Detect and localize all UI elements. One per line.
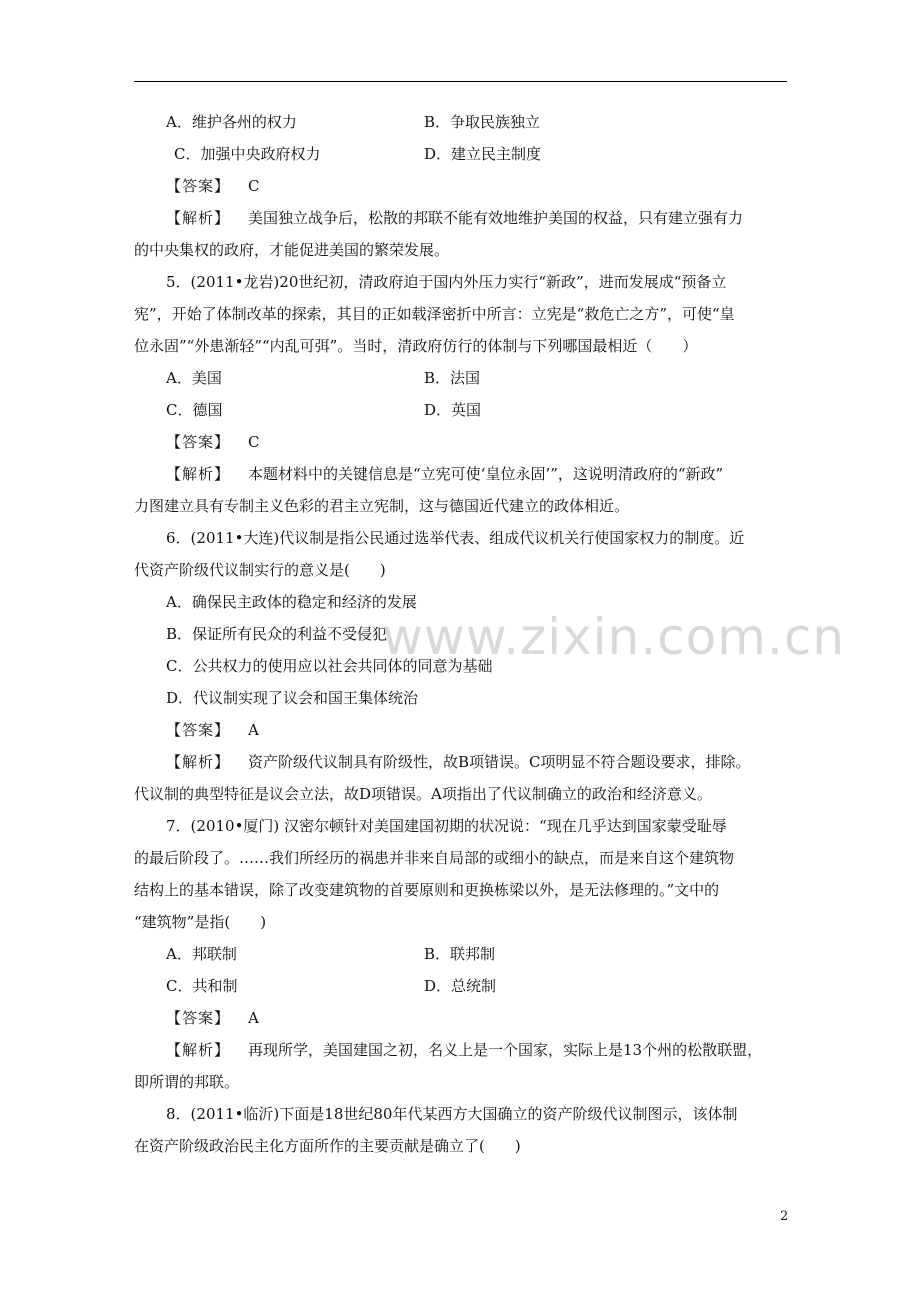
q7-options-row-1 [134, 938, 788, 970]
q4-option-b: B．争取民族独立 [424, 113, 541, 131]
q5-option-d: D．英国 [424, 401, 482, 419]
answer-tag: 【答案】 [166, 721, 231, 739]
q4-answer [134, 170, 788, 202]
q6-analysis-line-2: 代议制的典型特征是议会立法，故D项错误。A项指出了代议制确立的政治和经济意义。 [134, 785, 712, 803]
q6-option-b: B．保证所有民众的利益不受侵犯 [166, 625, 388, 643]
analysis-tag: 【解析】 [166, 753, 231, 771]
q5-option-c: C．德国 [166, 401, 223, 419]
q7-analysis-line-2: 即所谓的邦联。 [134, 1073, 240, 1091]
q6-analysis-line-1 [134, 746, 788, 778]
q4-analysis-line-1 [134, 202, 788, 234]
q4-analysis-line-2: 的中央集权的政府，才能促进美国的繁荣发展。 [134, 241, 450, 259]
q7-stem-line-3: 结构上的基本错误，除了改变建筑物的首要原则和更换栋梁以外，是无法修理的。”文中的 [134, 881, 720, 899]
q7-options-row-2 [134, 970, 788, 1002]
q4-options-row-2 [134, 138, 788, 170]
q5-option-a: A．美国 [166, 369, 222, 387]
q8-stem-line-2: 在资产阶级政治民主化方面所作的主要贡献是确立了( ) [134, 1137, 521, 1155]
q6-stem-line-1: 6．(2011•大连)代议制是指公民通过选举代表、组成代议机关行使国家权力的制度。近 [166, 529, 745, 547]
q7-option-b: B．联邦制 [424, 945, 496, 963]
answer-value: A [248, 1009, 259, 1027]
q7-stem-line-2: 的最后阶段了。……我们所经历的祸患并非来自局部的或细小的缺点，而是来自这个建筑物 [134, 849, 735, 867]
q6-answer [134, 714, 788, 746]
q6-option-d: D．代议制实现了议会和国王集体统治 [166, 689, 419, 707]
analysis-text: 资产阶级代议制具有阶级性，故B项错误。C项明显不符合题设要求，排除。 [248, 753, 751, 771]
q7-stem-line-1: 7．(2010•厦门) 汉密尔顿针对美国建国初期的状况说：“现在几乎达到国家蒙受耻辱 [166, 817, 727, 835]
answer-tag: 【答案】 [166, 1009, 231, 1027]
q4-option-d: D．建立民主制度 [424, 145, 542, 163]
header-rule [134, 81, 787, 82]
q7-analysis-line-1 [134, 1034, 788, 1066]
q7-option-c: C．共和制 [166, 977, 238, 995]
q6-option-a: A．确保民主政体的稳定和经济的发展 [166, 593, 417, 611]
q6-stem-line-2: 代资产阶级代议制实行的意义是( ) [134, 561, 386, 579]
q8-stem-line-1: 8．(2011•临沂)下面是18世纪80年代某西方大国确立的资产阶级代议制图示，该体制 [166, 1105, 738, 1123]
analysis-tag: 【解析】 [166, 465, 231, 483]
q4-option-a: A．维护各州的权力 [166, 113, 297, 131]
q5-analysis-line-2: 力图建立具有专制主义色彩的君主立宪制，这与德国近代建立的政体相近。 [134, 497, 630, 515]
q7-option-d: D．总统制 [424, 977, 497, 995]
q6-option-c: C．公共权力的使用应以社会共同体的同意为基础 [166, 657, 493, 675]
q5-answer [134, 426, 788, 458]
q5-option-b: B．法国 [424, 369, 481, 387]
answer-tag: 【答案】 [166, 177, 231, 195]
page-number: 2 [780, 1209, 789, 1224]
analysis-tag: 【解析】 [166, 1041, 231, 1059]
analysis-text: 再现所学，美国建国之初，名义上是一个国家，实际上是13个州的松散联盟， [248, 1041, 763, 1059]
q7-stem-line-4: “建筑物”是指( ) [134, 913, 267, 931]
answer-value: A [248, 721, 259, 739]
answer-value: C [248, 433, 260, 451]
analysis-tag: 【解析】 [166, 209, 231, 227]
q7-option-a: A．邦联制 [166, 945, 237, 963]
analysis-text: 本题材料中的关键信息是“立宪可使‘皇位永固’”，这说明清政府的“新政” [248, 465, 724, 483]
watermark: www.zixin.com.cn [382, 608, 846, 666]
answer-tag: 【答案】 [166, 433, 231, 451]
q5-stem-line-2: 宪”，开始了体制改革的探索，其目的正如载泽密折中所言：立宪是“救危亡之方”，可使“皇 [134, 305, 735, 323]
q4-options-row-1 [134, 106, 788, 138]
q5-analysis-line-1 [134, 458, 788, 490]
q4-option-c: C．加强中央政府权力 [174, 145, 321, 163]
q5-options-row-1 [134, 362, 788, 394]
analysis-text: 美国独立战争后，松散的邦联不能有效地维护美国的权益，只有建立强有力 [248, 209, 744, 227]
q5-stem-line-3: 位永固”“外患渐轻”“内乱可弭”。当时，清政府仿行的体制与下列哪国最相近（ ） [134, 337, 698, 355]
answer-value: C [248, 177, 260, 195]
q5-options-row-2 [134, 394, 788, 426]
q5-stem-line-1: 5．(2011•龙岩)20世纪初，清政府迫于国内外压力实行“新政”，进而发展成“预备立 [166, 273, 727, 291]
q7-answer [134, 1002, 788, 1034]
